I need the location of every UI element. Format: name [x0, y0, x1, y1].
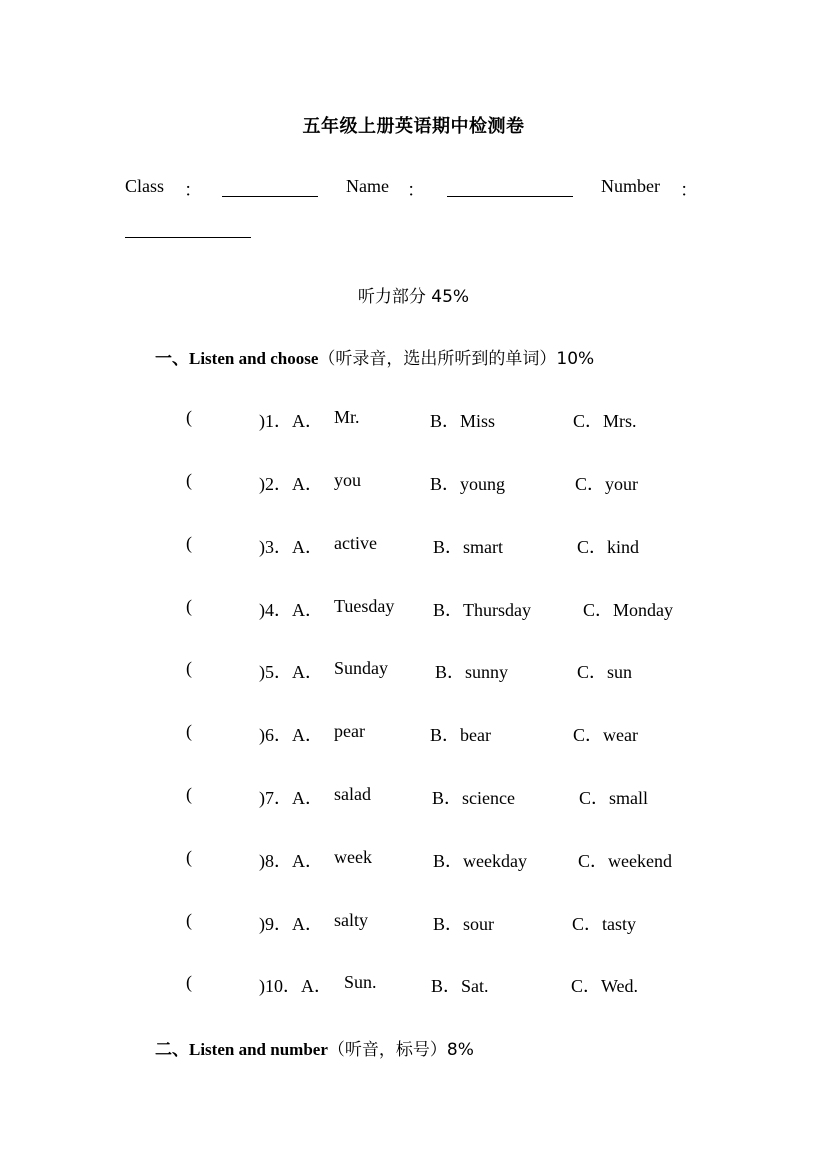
option-a: Sun. — [344, 972, 377, 992]
question-number: )4．A． — [259, 600, 323, 620]
option-a: Tuesday — [334, 596, 395, 616]
option-c: C．your — [575, 474, 638, 494]
part2-prefix: 二、 — [155, 1040, 189, 1060]
part2-zh: （听音，标号）8% — [327, 1040, 474, 1060]
number-blank[interactable] — [125, 219, 251, 238]
number-label: Number — [601, 176, 660, 196]
option-b: B．Thursday — [433, 600, 531, 620]
answer-paren[interactable]: ( — [186, 847, 192, 867]
option-c: C．small — [579, 788, 649, 808]
option-b: B．weekday — [433, 851, 527, 871]
option-a: Sunday — [334, 658, 388, 678]
option-c: C．kind — [577, 537, 640, 557]
name-blank[interactable] — [447, 178, 573, 197]
question-number: )9．A． — [259, 914, 323, 934]
name-label: Name — [346, 176, 389, 196]
answer-paren[interactable]: ( — [186, 596, 192, 616]
option-a: Mr. — [334, 407, 360, 427]
question-number: )6．A． — [259, 725, 323, 745]
option-c: C．Mrs. — [573, 411, 637, 431]
section-title: 听力部分 45% — [357, 287, 470, 307]
question-number: )1．A． — [259, 411, 323, 431]
option-a: you — [334, 470, 361, 490]
option-c: C．sun — [577, 662, 633, 682]
question-number: )5．A． — [259, 662, 323, 682]
answer-paren[interactable]: ( — [186, 910, 192, 930]
class-colon: ： — [184, 180, 202, 200]
option-c: C．weekend — [578, 851, 672, 871]
question-number: )2．A． — [259, 474, 323, 494]
question-number: )3．A． — [259, 537, 323, 557]
part1-heading — [155, 344, 594, 369]
question-number: )10．A． — [259, 976, 332, 996]
question-number: )8．A． — [259, 851, 323, 871]
option-a: pear — [334, 721, 365, 741]
option-b: B．sour — [433, 914, 495, 934]
option-b: B．smart — [433, 537, 503, 557]
answer-paren[interactable]: ( — [186, 721, 192, 741]
part1-zh: （听录音，选出所听到的单词）10% — [318, 349, 595, 369]
answer-paren[interactable]: ( — [186, 533, 192, 553]
option-b: B．sunny — [435, 662, 509, 682]
option-b: B．Sat. — [431, 976, 489, 996]
part2-heading — [155, 1035, 474, 1060]
option-b: B．young — [430, 474, 506, 494]
option-a: week — [334, 847, 372, 867]
class-label: Class — [125, 176, 165, 196]
part1-prefix: 一、 — [155, 349, 189, 369]
option-b: B．science — [432, 788, 515, 808]
option-a: active — [334, 533, 377, 553]
class-blank[interactable] — [222, 178, 318, 197]
part1-en: Listen and choose — [189, 349, 319, 368]
part2-en: Listen and number — [189, 1040, 328, 1059]
answer-paren[interactable]: ( — [186, 407, 192, 427]
option-a: salty — [334, 910, 368, 930]
number-colon: ： — [680, 180, 698, 200]
answer-paren[interactable]: ( — [186, 784, 192, 804]
answer-paren[interactable]: ( — [186, 972, 192, 992]
option-c: C．tasty — [572, 914, 637, 934]
option-a: salad — [334, 784, 371, 804]
answer-paren[interactable]: ( — [186, 470, 192, 490]
page-title: 五年级上册英语期中检测卷 — [302, 116, 525, 137]
option-b: B．Miss — [430, 411, 496, 431]
answer-paren[interactable]: ( — [186, 658, 192, 678]
option-c: C．Monday — [583, 600, 673, 620]
option-c: C．wear — [573, 725, 638, 745]
option-b: B．bear — [430, 725, 491, 745]
question-number: )7．A． — [259, 788, 323, 808]
option-c: C．Wed. — [571, 976, 639, 996]
name-colon: ： — [407, 180, 425, 200]
